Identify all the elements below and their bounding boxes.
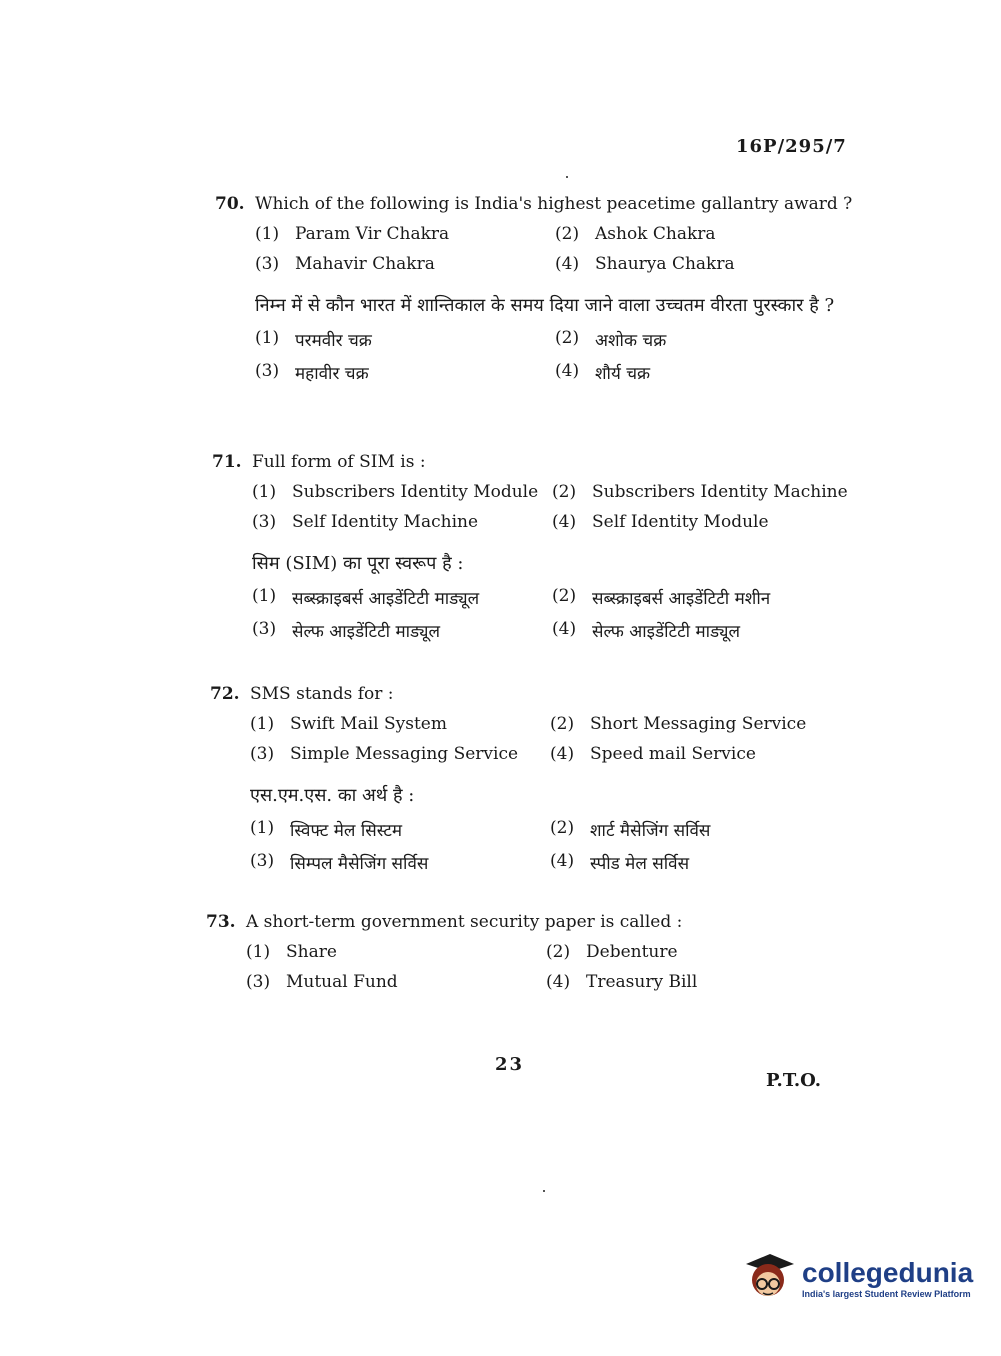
question-number: 72. — [210, 684, 240, 704]
option-2-hindi: (2) अशोक चक्र — [555, 328, 667, 351]
option-4-hindi: (4) सेल्फ आइडेंटिटी माड्यूल — [552, 619, 741, 642]
option-3: (3) Mahavir Chakra — [255, 254, 435, 274]
question-text-hindi: सिम (SIM) का पूरा स्वरूप है : — [252, 553, 464, 574]
option-4-hindi: (4) स्पीड मेल सर्विस — [550, 851, 690, 874]
question-number: 71. — [212, 452, 242, 472]
option-1-hindi: (1) सब्स्क्राइबर्स आइडेंटिटी माड्यूल — [252, 586, 480, 609]
option-3-hindi: (3) सेल्फ आइडेंटिटी माड्यूल — [252, 619, 441, 642]
option-1-hindi: (1) परमवीर चक्र — [255, 328, 372, 351]
option-3: (3) Mutual Fund — [246, 972, 398, 992]
option-1: (1) Swift Mail System — [250, 714, 447, 734]
page-number: 23 — [495, 1054, 525, 1075]
pto-label: P.T.O. — [766, 1070, 822, 1091]
option-2: (2) Short Messaging Service — [550, 714, 807, 734]
collegedunia-watermark — [740, 1248, 973, 1308]
question-71 — [212, 452, 852, 642]
scan-speck — [543, 1190, 545, 1192]
option-2: (2) Ashok Chakra — [555, 224, 716, 244]
brand-name: collegedunia — [802, 1257, 974, 1288]
option-2-hindi: (2) सब्स्क्राइबर्स आइडेंटिटी मशीन — [552, 586, 771, 609]
brand-tagline: India's largest Student Review Platform — [802, 1289, 971, 1299]
paper-code: 16P/295/7 — [736, 136, 847, 157]
option-3: (3) Self Identity Machine — [252, 512, 479, 532]
option-1: (1) Param Vir Chakra — [255, 224, 450, 244]
option-3: (3) Simple Messaging Service — [250, 744, 519, 764]
option-4: (4) Treasury Bill — [546, 972, 698, 992]
scan-speck — [566, 176, 568, 178]
option-4: (4) Speed mail Service — [550, 744, 756, 764]
question-text: Full form of SIM is : — [252, 452, 426, 472]
question-70 — [215, 194, 855, 384]
option-4-hindi: (4) शौर्य चक्र — [555, 361, 651, 384]
question-text: A short-term government security paper is called : — [246, 912, 683, 932]
option-4: (4) Self Identity Module — [552, 512, 769, 532]
question-text: Which of the following is India's highest peacetime gallantry award ? — [255, 194, 853, 214]
question-text: SMS stands for : — [250, 684, 394, 704]
question-number: 73. — [206, 912, 236, 932]
option-1: (1) Subscribers Identity Module — [252, 482, 539, 502]
question-73 — [206, 912, 846, 992]
question-72 — [210, 684, 850, 874]
option-2: (2) Debenture — [546, 942, 678, 962]
option-1: (1) Share — [246, 942, 337, 962]
question-number: 70. — [215, 194, 245, 214]
option-2: (2) Subscribers Identity Machine — [552, 482, 848, 502]
option-3-hindi: (3) सिम्पल मैसेजिंग सर्विस — [250, 851, 429, 874]
option-3-hindi: (3) महावीर चक्र — [255, 361, 369, 384]
option-4: (4) Shaurya Chakra — [555, 254, 735, 274]
option-1-hindi: (1) स्विफ्ट मेल सिस्टम — [250, 818, 403, 841]
option-2-hindi: (2) शार्ट मैसेजिंग सर्विस — [550, 818, 711, 841]
question-text-hindi: निम्न में से कौन भारत में शान्तिकाल के समय दिया जाने वाला उच्चतम वीरता पुरस्कार है ? — [255, 295, 835, 316]
mascot-icon — [740, 1248, 796, 1308]
question-text-hindi: एस.एम.एस. का अर्थ है : — [250, 785, 415, 806]
